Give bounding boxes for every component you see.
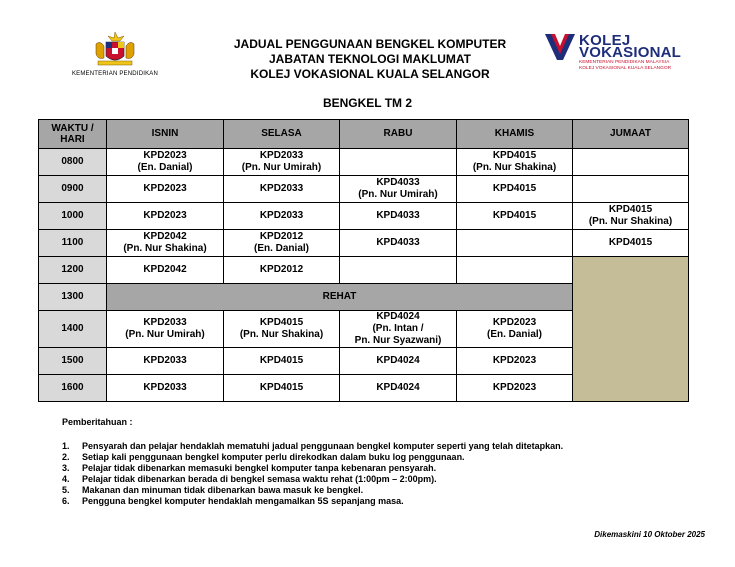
course-code: KPD2033 <box>259 150 304 161</box>
schedule-cell <box>340 375 457 402</box>
schedule-cell <box>224 257 340 284</box>
title-line-1: JADUAL PENGGUNAAN BENGKEL KOMPUTER <box>233 37 507 51</box>
day-header: KHAMIS <box>457 120 573 149</box>
course-code: KPD4015 <box>259 355 304 366</box>
lecturer-name: (En. Danial) <box>137 162 193 173</box>
course-code: KPD4024 <box>376 355 420 366</box>
schedule-cell <box>107 203 224 230</box>
course-code: KPD4015 <box>492 183 537 194</box>
lecturer-name: (Pn. Nur Umirah) <box>125 329 205 340</box>
college-logo <box>543 32 688 72</box>
schedule-cell <box>107 375 224 402</box>
schedule-cell <box>573 230 689 257</box>
time-cell: 1200 <box>39 257 107 284</box>
schedule-cell <box>224 203 340 230</box>
schedule-cell <box>457 375 573 402</box>
ministry-logo <box>60 30 170 77</box>
course-code: KPD2023 <box>143 150 187 161</box>
notice-number: 5. <box>62 485 70 495</box>
schedule-cell <box>457 348 573 375</box>
college-logo-line-2: VOKASIONAL <box>579 44 682 61</box>
lecturer-name: (En. Danial) <box>486 329 542 340</box>
day-header: SELASA <box>224 120 340 149</box>
course-code: KPD2023 <box>143 183 187 194</box>
schedule-cell <box>457 203 573 230</box>
course-code: KPD4015 <box>608 237 653 248</box>
notice-text: Pensyarah dan pelajar hendaklah mematuhi jadual penggunaan bengkel komputer seperti yang telah ditetapkan. <box>82 441 564 451</box>
table-header-row <box>39 120 689 149</box>
lecturer-name: (Pn. Nur Shakina) <box>588 216 673 227</box>
notice-number: 1. <box>62 441 70 451</box>
course-code: KPD2033 <box>143 355 187 366</box>
course-code: KPD2023 <box>492 317 537 328</box>
notice-list <box>62 441 563 507</box>
lecturer-name: Pn. Nur Syazwani) <box>354 335 442 346</box>
notice-number: 6. <box>62 496 70 506</box>
title-line-2: JABATAN TEKNOLOGI MAKLUMAT <box>269 52 471 66</box>
course-code: KPD2033 <box>143 317 187 328</box>
schedule-table <box>38 119 689 402</box>
ministry-caption: KEMENTERIAN PENDIDIKAN <box>71 71 159 77</box>
schedule-cell <box>107 348 224 375</box>
schedule-cell <box>340 311 457 348</box>
notice-number: 3. <box>62 463 70 473</box>
college-logo-line-1: KOLEJ <box>579 32 631 49</box>
notice-text: Setiap kali penggunaan bengkel komputer perlu direkodkan dalam buku log penggunaan. <box>82 452 465 462</box>
time-cell: 1500 <box>39 348 107 375</box>
table-row <box>39 149 689 176</box>
notice-item <box>62 463 563 474</box>
notice-item <box>62 485 563 496</box>
notice-item <box>62 452 563 463</box>
time-cell: 1600 <box>39 375 107 402</box>
table-row <box>39 230 689 257</box>
document-title <box>170 37 570 82</box>
schedule-cell <box>107 311 224 348</box>
schedule-cell <box>107 149 224 176</box>
day-header: RABU <box>340 120 457 149</box>
schedule-cell <box>573 176 689 203</box>
table-row <box>39 203 689 230</box>
schedule-cell <box>457 257 573 284</box>
course-code: KPD2012 <box>259 231 304 242</box>
lecturer-name: (En. Danial) <box>253 243 309 254</box>
schedule-cell <box>340 257 457 284</box>
course-code: KPD2033 <box>143 382 187 393</box>
course-code: KPD2012 <box>259 264 304 275</box>
lecturer-name: (Pn. Nur Shakina) <box>472 162 557 173</box>
schedule-cell <box>457 176 573 203</box>
course-code: KPD2023 <box>492 382 537 393</box>
notice-section <box>62 417 563 507</box>
schedule-cell <box>573 149 689 176</box>
course-code: KPD4033 <box>376 237 420 248</box>
notice-item <box>62 441 563 452</box>
course-code: KPD4015 <box>492 210 537 221</box>
schedule-cell <box>224 230 340 257</box>
course-code: KPD4015 <box>259 382 304 393</box>
course-code: KPD2033 <box>259 210 304 221</box>
time-cell: 0900 <box>39 176 107 203</box>
course-code: KPD4033 <box>376 177 420 188</box>
title-line-3: KOLEJ VOKASIONAL KUALA SELANGOR <box>250 67 490 81</box>
course-code: KPD2042 <box>143 231 187 242</box>
time-column-header: WAKTU / HARI <box>39 120 107 149</box>
schedule-cell <box>340 176 457 203</box>
course-code: KPD2023 <box>143 210 187 221</box>
schedule-cell <box>107 230 224 257</box>
lecturer-name: (Pn. Nur Umirah) <box>358 189 438 200</box>
course-code: KPD4015 <box>492 150 537 161</box>
schedule-cell <box>224 375 340 402</box>
lecturer-name: (Pn. Nur Shakina) <box>123 243 207 254</box>
notice-heading: Pemberitahuan : <box>62 417 133 427</box>
table-row <box>39 257 689 284</box>
notice-text: Pelajar tidak dibenarkan memasuki bengkel komputer tanpa kebenaran pensyarah. <box>82 463 437 473</box>
schedule-cell <box>224 149 340 176</box>
schedule-cell <box>573 203 689 230</box>
day-header: JUMAAT <box>573 120 689 149</box>
course-code: KPD2042 <box>143 264 187 275</box>
time-cell: 0800 <box>39 149 107 176</box>
college-logo-line-3: KEMENTERIAN PENDIDIKAN MALAYSIA <box>579 60 670 65</box>
schedule-cell <box>340 203 457 230</box>
kv-emblem-icon <box>543 32 577 62</box>
schedule-cell <box>224 176 340 203</box>
time-cell: 1300 <box>39 284 107 311</box>
last-updated: Dikemaskini 10 Oktober 2025 <box>594 530 705 539</box>
lecturer-name: (Pn. Nur Shakina) <box>239 329 324 340</box>
course-code: KPD4015 <box>608 204 653 215</box>
lecturer-name: (Pn. Nur Umirah) <box>241 162 322 173</box>
schedule-cell <box>107 257 224 284</box>
break-cell: REHAT <box>107 284 573 311</box>
time-cell: 1000 <box>39 203 107 230</box>
course-code: KPD4015 <box>259 317 304 328</box>
coat-of-arms-icon <box>90 30 140 70</box>
schedule-cell <box>457 311 573 348</box>
schedule-cell <box>340 230 457 257</box>
course-code: KPD4033 <box>376 210 420 221</box>
college-logo-line-4: KOLEJ VOKASIONAL KUALA SELANGOR <box>579 66 672 71</box>
notice-text: Pelajar tidak dibenarkan berada di bengkel semasa waktu rehat (1:00pm – 2:00pm). <box>82 474 437 484</box>
notice-number: 2. <box>62 452 70 462</box>
course-code: KPD4024 <box>376 311 420 322</box>
notice-text: Makanan dan minuman tidak dibenarkan bawa masuk ke bengkel. <box>82 485 364 495</box>
schedule-cell <box>340 149 457 176</box>
course-code: KPD2033 <box>259 183 304 194</box>
table-row <box>39 176 689 203</box>
schedule-cell <box>340 348 457 375</box>
course-code: KPD4024 <box>376 382 420 393</box>
day-header: ISNIN <box>107 120 224 149</box>
friday-blocked-cell <box>573 257 689 402</box>
schedule-cell <box>457 149 573 176</box>
schedule-cell <box>457 230 573 257</box>
notice-item <box>62 474 563 485</box>
notice-text: Pengguna bengkel komputer hendaklah mengamalkan 5S sepanjang masa. <box>82 496 404 506</box>
schedule-cell <box>224 311 340 348</box>
time-cell: 1400 <box>39 311 107 348</box>
course-code: KPD2023 <box>492 355 537 366</box>
notice-item <box>62 496 563 507</box>
workshop-title: BENGKEL TM 2 <box>322 96 413 110</box>
time-cell: 1100 <box>39 230 107 257</box>
schedule-cell <box>107 176 224 203</box>
lecturer-name: (Pn. Intan / <box>372 323 424 334</box>
schedule-cell <box>224 348 340 375</box>
notice-number: 4. <box>62 474 70 484</box>
